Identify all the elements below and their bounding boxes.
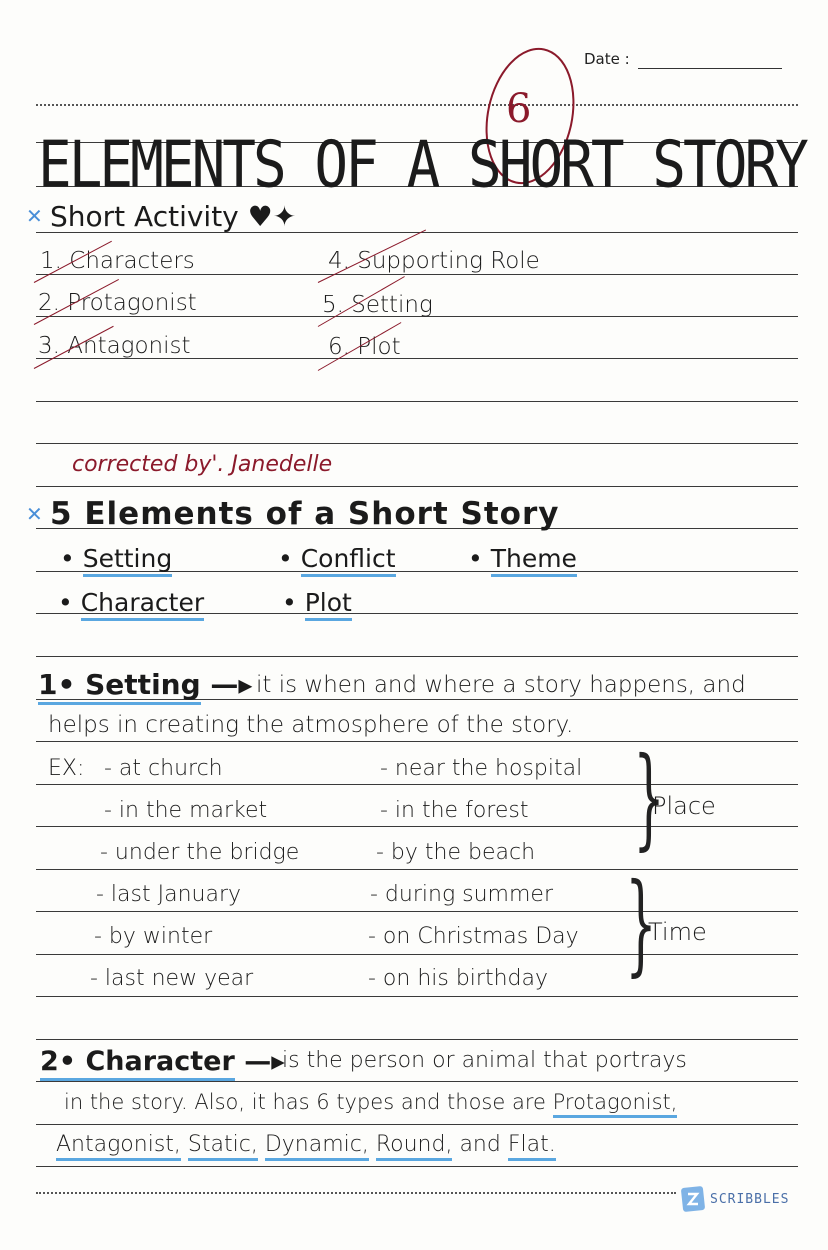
rule-line xyxy=(36,996,798,997)
rule-line xyxy=(36,826,798,827)
place-example: - in the market xyxy=(104,798,268,823)
arrow-icon: —▸ xyxy=(244,1046,285,1077)
character-term: 2• Character —▸ xyxy=(40,1046,285,1077)
character-line1: is the person or animal that portrays xyxy=(282,1048,687,1073)
type-dynamic: Dynamic, xyxy=(265,1132,369,1161)
time-example: - by winter xyxy=(94,924,213,949)
element-item-theme: • Theme xyxy=(468,544,577,573)
activity-item-3: 3. Antagonist xyxy=(38,333,191,359)
place-label: Place xyxy=(652,792,716,820)
element-item-setting: • Setting xyxy=(60,544,172,573)
activity-item-4: 4. Supporting Role xyxy=(328,248,540,274)
type-protagonist: Protagonist, xyxy=(553,1090,678,1118)
element-item-plot: • Plot xyxy=(282,588,352,617)
scribbles-logo-icon xyxy=(680,1184,706,1214)
setting-term: 1• Setting —▸ xyxy=(38,668,252,701)
activity-item-6: 6. Plot xyxy=(328,334,401,360)
type-flat: Flat. xyxy=(508,1132,556,1161)
place-example: - at church xyxy=(104,756,223,781)
time-example: - last January xyxy=(96,882,242,907)
rule-line xyxy=(36,869,798,870)
page-title: ELEMENTS OF A SHORT STORY xyxy=(38,128,806,203)
place-example: - under the bridge xyxy=(100,840,300,865)
time-brace: } xyxy=(625,859,657,987)
time-label: Time xyxy=(648,918,707,946)
character-line2: in the story. Also, it has 6 types and those are Protagonist, xyxy=(64,1090,677,1114)
x-mark-icon: ✕ xyxy=(26,502,43,526)
dotted-rule xyxy=(36,104,798,106)
rule-line xyxy=(36,443,798,444)
rule-line xyxy=(36,401,798,402)
heart-star-icon: ♥✦ xyxy=(247,200,297,233)
type-static: Static, xyxy=(188,1132,258,1161)
grade-mark: 6 xyxy=(506,86,532,132)
rule-line xyxy=(36,1039,798,1040)
setting-definition-line2: helps in creating the atmosphere of the story. xyxy=(48,712,574,738)
activity-item-1: 1. Characters xyxy=(40,248,195,274)
rule-line xyxy=(36,954,798,955)
time-example: - last new year xyxy=(90,966,254,991)
time-example: - on his birthday xyxy=(368,966,548,991)
place-brace: } xyxy=(633,733,665,861)
activity-item-5: 5. Setting xyxy=(322,292,433,318)
brand-name: SCRIBBLES xyxy=(710,1191,790,1207)
place-example: - by the beach xyxy=(376,840,536,865)
rule-line xyxy=(36,1166,798,1167)
type-antagonist: Antagonist, xyxy=(56,1132,181,1161)
date-label: Date : xyxy=(584,50,630,68)
element-item-conflict: • Conflict xyxy=(278,544,396,573)
place-example: - in the forest xyxy=(380,798,529,823)
rule-line xyxy=(36,741,798,742)
character-line3: Antagonist, Static, Dynamic, Round, and Flat. xyxy=(56,1132,556,1157)
rule-line xyxy=(36,1081,798,1082)
place-example: - near the hospital xyxy=(380,756,583,781)
rule-line xyxy=(36,656,798,657)
rule-line xyxy=(36,911,798,912)
rule-line xyxy=(36,274,798,275)
time-example: - during summer xyxy=(370,882,553,907)
element-item-character: • Character xyxy=(58,588,204,617)
x-mark-icon: ✕ xyxy=(26,204,43,228)
activity-item-2: 2. Protagonist xyxy=(38,290,197,316)
time-example: - on Christmas Day xyxy=(368,924,579,949)
activity-heading: Short Activity ♥✦ xyxy=(50,200,297,233)
setting-definition-line1: it is when and where a story happens, and xyxy=(256,672,746,698)
elements-heading: 5 Elements of a Short Story xyxy=(50,496,560,532)
corrected-by-note: corrected by'. Janedelle xyxy=(72,452,333,477)
rule-line xyxy=(36,784,798,785)
scribbles-logo xyxy=(680,1184,789,1214)
dotted-rule xyxy=(36,1192,676,1194)
type-round: Round, xyxy=(376,1132,453,1161)
rule-line xyxy=(36,486,798,487)
ex-label: EX: xyxy=(48,756,85,781)
rule-line xyxy=(36,1124,798,1125)
date-field xyxy=(638,68,782,69)
arrow-icon: —▸ xyxy=(210,668,253,701)
